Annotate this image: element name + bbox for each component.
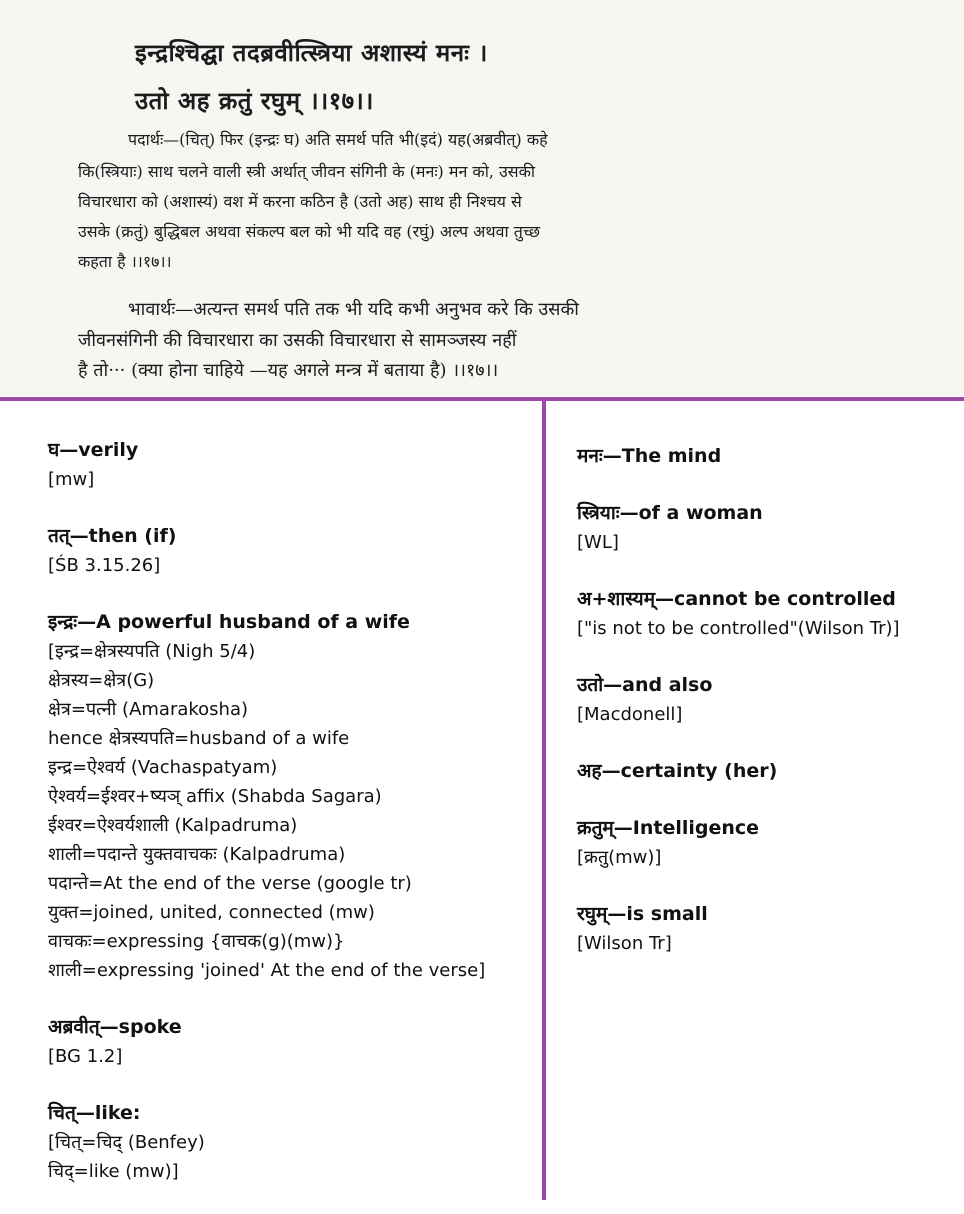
- glossary-reference: क्षेत्रस्य=क्षेत्र(G): [48, 670, 155, 691]
- glossary-term: क्रतुम्—Intelligence: [577, 817, 760, 839]
- glossary-term: इन्द्रः—A powerful husband of a wife: [48, 611, 410, 633]
- glossary-term: अब्रवीत्—spoke: [48, 1016, 182, 1038]
- glossary-term: तत्—then (if): [48, 525, 177, 547]
- left-glossary-column: [48, 436, 528, 1214]
- padartha-line-1: पदार्थः—(चित्) फिर (इन्द्रः घ) अति समर्थ पति भी(इदं) यह(अब्रवीत्) कहे: [128, 130, 548, 149]
- glossary-entry: [577, 442, 957, 471]
- glossary-reference: ऐश्वर्य=ईश्वर+ष्यञ् affix (Shabda Sagara): [48, 786, 382, 807]
- glossary-term: घ—verily: [48, 439, 139, 461]
- right-glossary-column: [577, 442, 957, 986]
- glossary-entry: [48, 436, 528, 494]
- glossary-reference: [Macdonell]: [577, 704, 683, 725]
- glossary-entry: [48, 1099, 528, 1186]
- glossary-term: उतो—and also: [577, 674, 713, 696]
- glossary-entry: [577, 814, 957, 872]
- glossary-reference: [mw]: [48, 469, 95, 490]
- glossary-reference: [WL]: [577, 532, 619, 553]
- glossary-reference: [BG 1.2]: [48, 1046, 123, 1067]
- glossary-term: रघुम्—is small: [577, 903, 708, 925]
- glossary-term: चित्—like:: [48, 1102, 141, 1124]
- glossary-reference: [इन्द्र=क्षेत्रस्यपति (Nigh 5/4): [48, 641, 256, 662]
- glossary-reference: hence क्षेत्रस्यपति=husband of a wife: [48, 728, 350, 749]
- glossary-reference: वाचकः=expressing {वाचक(g)(mw)}: [48, 931, 345, 952]
- glossary-term: मनः—The mind: [577, 445, 722, 467]
- glossary-reference: [ŚB 3.15.26]: [48, 555, 161, 576]
- glossary-reference: [चित्=चिद् (Benfey): [48, 1132, 205, 1153]
- glossary-entry: [48, 1013, 528, 1071]
- glossary-reference: ईश्वर=ऐश्वर्यशाली (Kalpadruma): [48, 815, 298, 836]
- glossary-reference: ["is not to be controlled"(Wilson Tr)]: [577, 618, 900, 639]
- glossary-reference: [Wilson Tr]: [577, 933, 672, 954]
- scanned-verse-image: [0, 0, 964, 396]
- padartha-line-3: विचारधारा को (अशास्यं) वश में करना कठिन है (उतो अह) साथ ही निश्चय से: [78, 192, 522, 211]
- glossary-entry: [577, 900, 957, 958]
- glossary-entry: [48, 608, 528, 985]
- glossary-reference: [क्रतु(mw)]: [577, 847, 662, 868]
- glossary-term: स्त्रियाः—of a woman: [577, 502, 763, 524]
- bhavartha-line-2: जीवनसंगिनी की विचारधारा का उसकी विचारधारा से सामञ्जस्य नहीं: [78, 330, 517, 351]
- glossary-entry: [577, 499, 957, 557]
- glossary-reference: शाली=पदान्ते युक्तवाचकः (Kalpadruma): [48, 844, 346, 865]
- glossary-reference: क्षेत्र=पत्नी (Amarakosha): [48, 699, 249, 720]
- glossary-entry: [577, 757, 957, 786]
- glossary-reference: इन्द्र=ऐश्वर्य (Vachaspatyam): [48, 757, 278, 778]
- padartha-line-4: उसके (क्रतुं) बुद्धिबल अथवा संकल्प बल को भी यदि वह (रघुं) अल्प अथवा तुच्छ: [78, 222, 540, 241]
- glossary-reference: शाली=expressing 'joined' At the end of the verse]: [48, 960, 486, 981]
- bhavartha-line-1: भावार्थः—अत्यन्त समर्थ पति तक भी यदि कभी अनुभव करे कि उसकी: [128, 299, 579, 320]
- glossary-reference: पदान्ते=At the end of the verse (google tr): [48, 873, 412, 894]
- glossary-entry: [577, 671, 957, 729]
- glossary-entry: [48, 522, 528, 580]
- padartha-line-2: कि(स्त्रियाः) साथ चलने वाली स्त्री अर्थात् जीवन संगिनी के (मनः) मन को, उसकी: [78, 162, 536, 181]
- padartha-line-5: कहता है ।।१७।।: [78, 252, 172, 271]
- glossary-entry: [577, 585, 957, 643]
- glossary-term: अ+शास्यम्—cannot be controlled: [577, 588, 896, 610]
- glossary-reference: चिद्=like (mw)]: [48, 1161, 179, 1182]
- vertical-divider: [542, 399, 546, 1200]
- glossary-reference: युक्त=joined, united, connected (mw): [48, 902, 375, 923]
- bhavartha-line-3: है तो··· (क्या होना चाहिये —यह अगले मन्त्र में बताया है) ।।१७।।: [78, 360, 499, 381]
- verse-line-2: उतो अह क्रतुं रघुम् ।।१७।।: [135, 86, 374, 115]
- verse-line-1: इन्द्रश्चिद्घा तदब्रवीत्स्त्रिया अशास्यं मनः ।: [135, 38, 488, 67]
- glossary-term: अह—certainty (her): [577, 760, 778, 782]
- horizontal-divider: [0, 397, 964, 401]
